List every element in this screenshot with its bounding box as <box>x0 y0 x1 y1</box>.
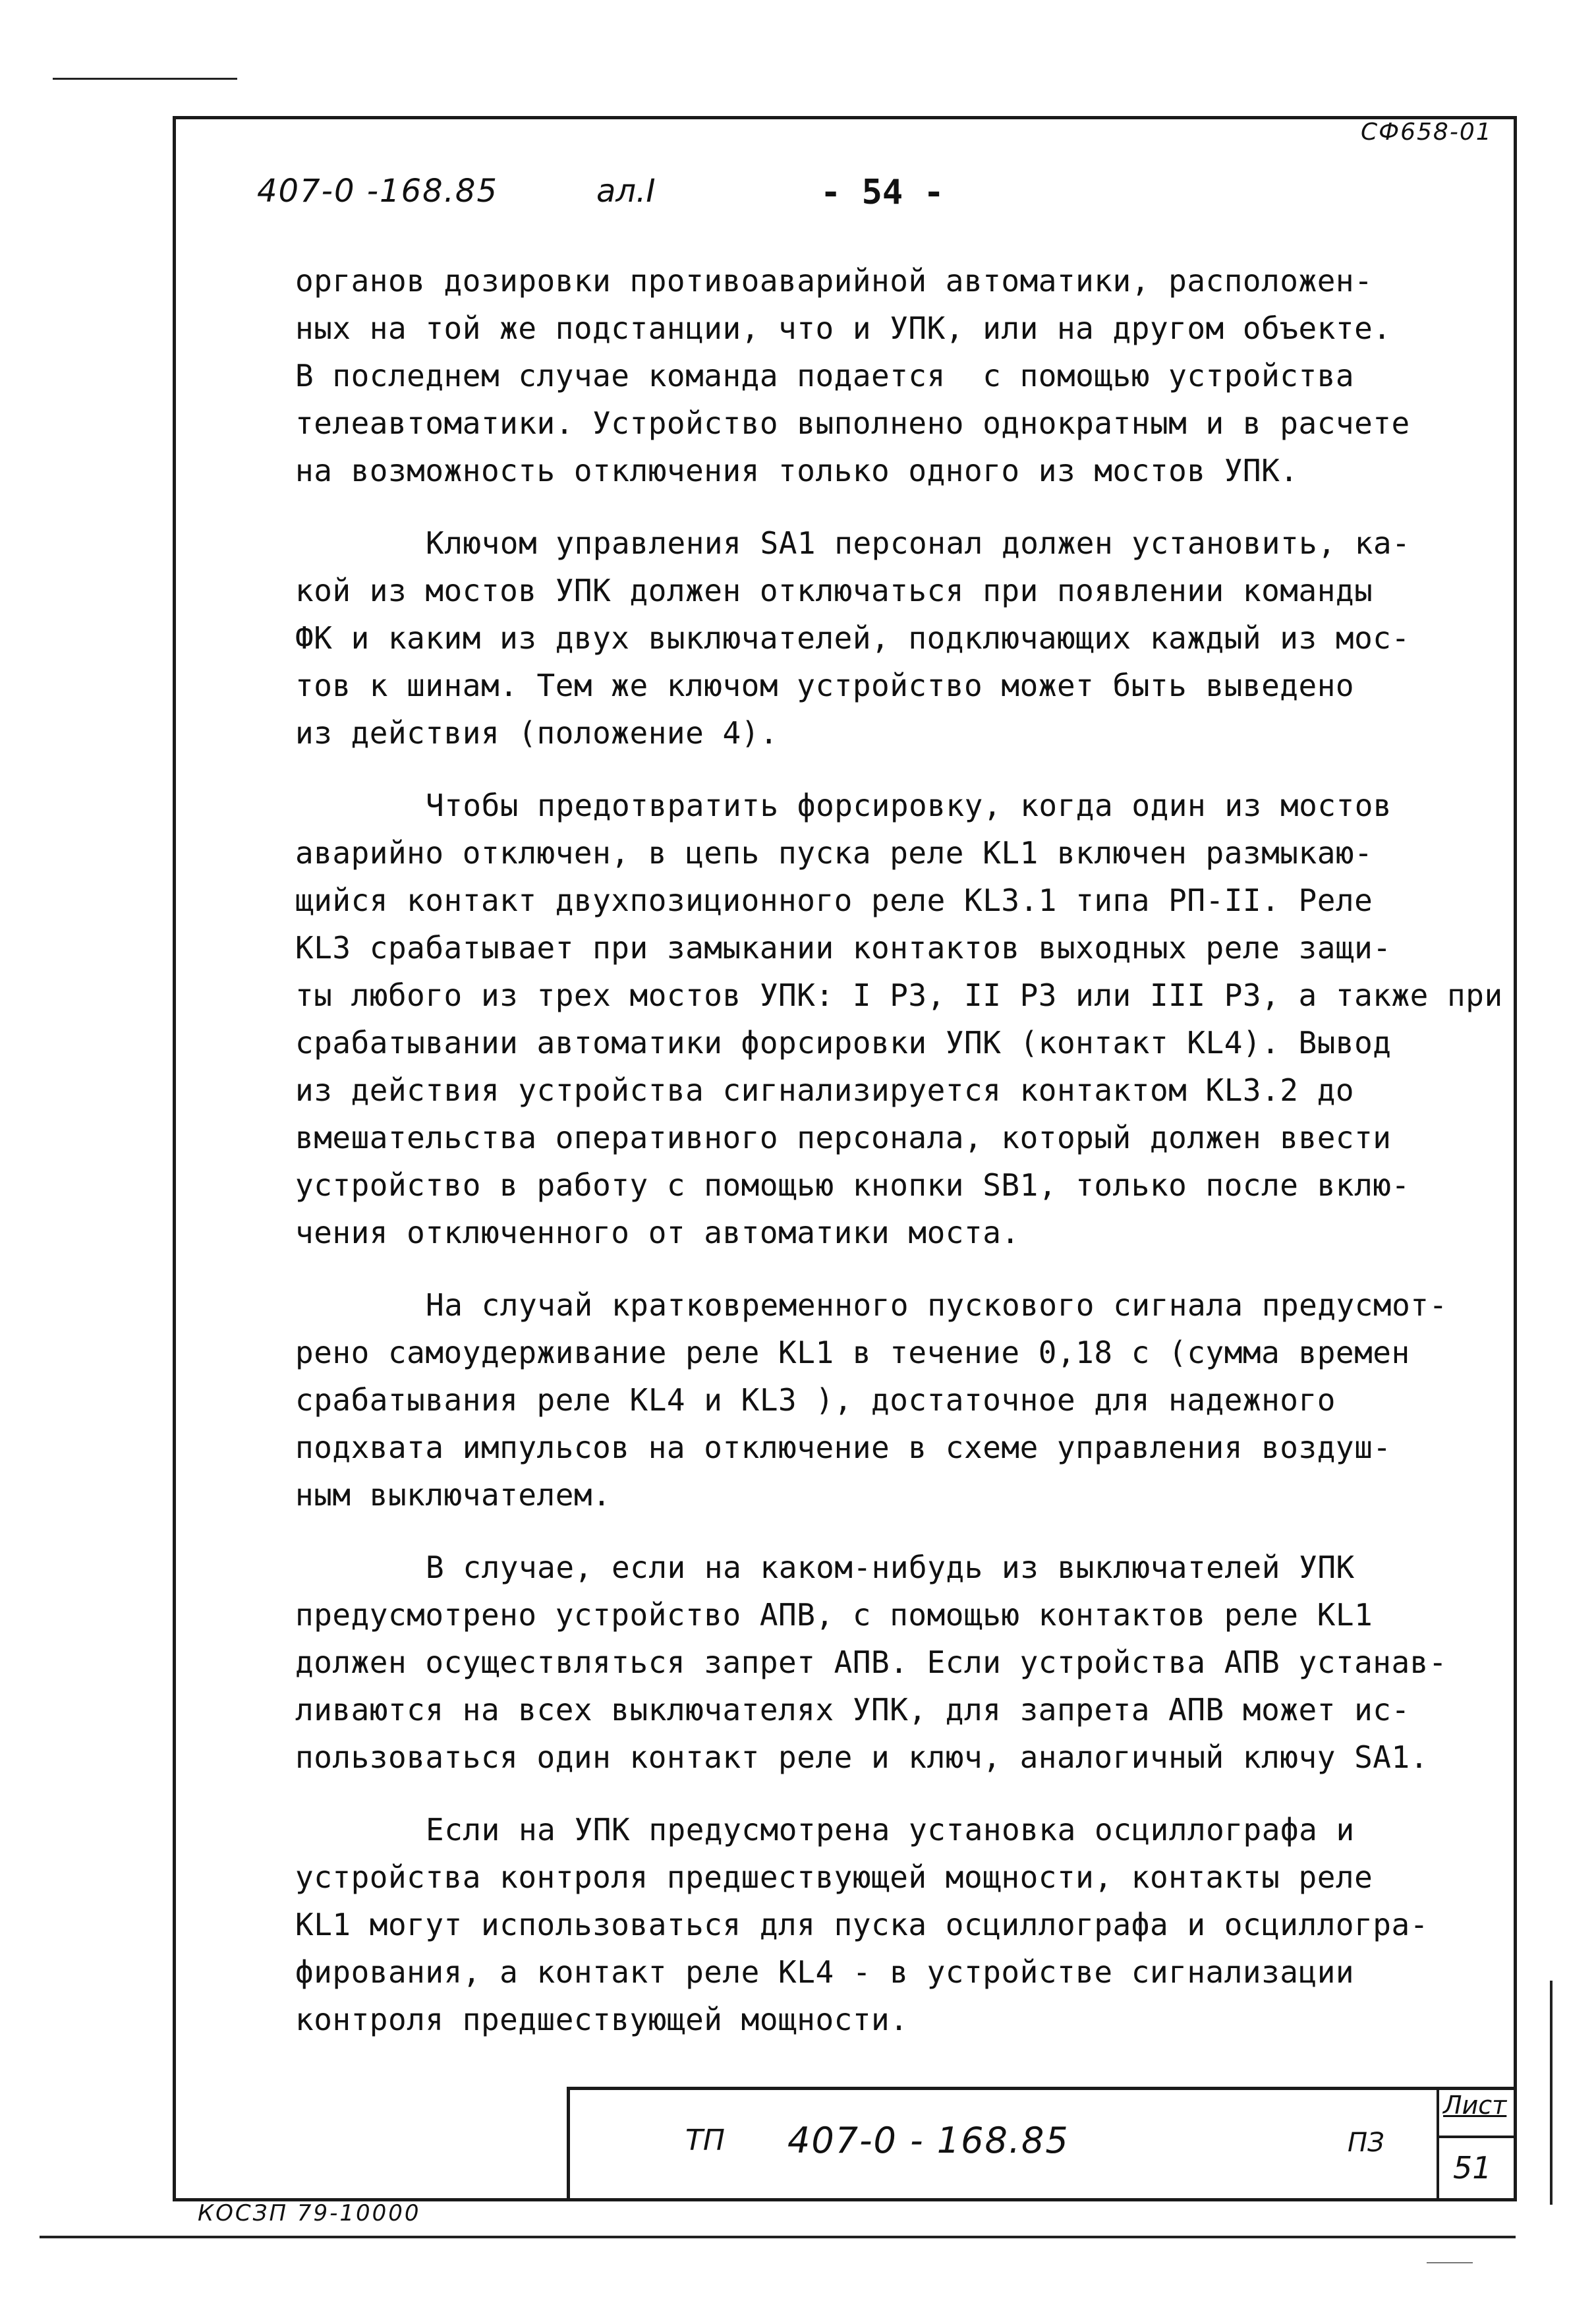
text-line: аварийно отключен, в цепь пуска реле KL1 включен размыкаю- <box>295 835 1373 871</box>
title-block-sheet-divider <box>1437 2136 1517 2138</box>
body-text <box>295 257 1503 2043</box>
page-number: - 54 - <box>820 173 944 212</box>
text-line: предусмотрено устройство АПВ, с помощью контактов реле KL1 <box>295 1597 1373 1633</box>
paragraph <box>295 1806 1481 2043</box>
text-line: щийся контакт двухпозиционного реле KL3.1 типа РП-II. Реле <box>295 883 1373 918</box>
scan-mark <box>1427 2262 1473 2263</box>
text-line: KL3 срабатывает при замыкании контактов выходных реле защи- <box>295 930 1392 966</box>
text-line: Чтобы предотвратить форсировку, когда один из мостов <box>426 788 1392 823</box>
paragraph-gap <box>295 757 1481 782</box>
text-line: пользоваться один контакт реле и ключ, аналогичный ключу SA1. <box>295 1739 1429 1775</box>
paragraph-gap <box>295 1256 1481 1281</box>
paragraph <box>295 1544 1481 1781</box>
paragraph <box>295 782 1503 1256</box>
right-edge-rule <box>1550 1981 1553 2205</box>
text-line: Если на УПК предусмотрена установка осциллографа и <box>426 1812 1355 1847</box>
paragraph-gap <box>295 1519 1481 1544</box>
paragraph <box>295 257 1481 494</box>
text-line: На случай кратковременного пускового сигнала предусмот- <box>426 1287 1448 1323</box>
text-line: В случае, если на каком-нибудь из выключателей УПК <box>426 1550 1355 1585</box>
text-line: должен осуществляться запрет АПВ. Если устройства АПВ устанав- <box>295 1644 1448 1680</box>
text-line: фирования, а контакт реле KL4 - в устройстве сигнализации <box>295 1954 1355 1990</box>
text-line: тов к шинам. Тем же ключом устройство может быть выведено <box>295 668 1355 703</box>
paragraph <box>295 519 1481 757</box>
paragraph-gap <box>295 494 1481 519</box>
text-line: срабатывания реле KL4 и KL3 ), достаточное для надежного <box>295 1382 1336 1418</box>
text-line: подхвата импульсов на отключение в схеме управления воздуш- <box>295 1430 1392 1465</box>
text-line: ным выключателем. <box>295 1477 612 1513</box>
title-block-prefix: ТП <box>685 2124 725 2157</box>
text-line: контроля предшествующей мощности. <box>295 2002 909 2037</box>
form-stamp: КОСЗП 79-10000 <box>198 2200 421 2226</box>
text-line: ных на той же подстанции, что и УПК, или на другом объекте. <box>295 310 1392 346</box>
text-line: чения отключенного от автоматики моста. <box>295 1215 1020 1250</box>
text-line: срабатывании автоматики форсировки УПК (контакт KL4). Вывод <box>295 1025 1392 1061</box>
text-line: на возможность отключения только одного из мостов УПК. <box>295 453 1299 488</box>
text-line: Ключом управления SA1 персонал должен установить, ка- <box>426 525 1411 561</box>
text-line: устройство в работу с помощью кнопки SB1, только после вклю- <box>295 1167 1410 1203</box>
bottom-edge-rule <box>40 2236 1516 2238</box>
paragraph-gap <box>295 1781 1481 1806</box>
text-line: В последнем случае команда подается с помощью устройства <box>295 358 1355 393</box>
title-block-code: 407-0 - 168.85 <box>787 2120 1069 2161</box>
title-block-sheet-label: Лист <box>1443 2091 1507 2120</box>
text-line: ты любого из трех мостов УПК: I РЗ, II РЗ или III РЗ, а также при <box>295 977 1503 1013</box>
text-line: из действия устройства сигнализируется контактом KL3.2 до <box>295 1072 1355 1108</box>
text-line: вмешательства оперативного персонала, который должен ввести <box>295 1120 1392 1155</box>
document-code: 407-0 -168.85 <box>257 173 499 210</box>
paragraph <box>295 1281 1481 1519</box>
document-part: ал.I <box>596 173 656 210</box>
title-block-sheet-number: 51 <box>1453 2150 1492 2186</box>
text-line: рено самоудерживание реле KL1 в течение 0,18 с (сумма времен <box>295 1335 1410 1370</box>
text-line: ливаются на всех выключателях УПК, для запрета АПВ может ис- <box>295 1692 1410 1728</box>
text-line: органов дозировки противоаварийной автоматики, расположен- <box>295 263 1373 299</box>
text-line: из действия (положение 4). <box>295 715 779 751</box>
text-line: кой из мостов УПК должен отключаться при появлении команды <box>295 573 1373 608</box>
text-line: ФК и каким из двух выключателей, подключающих каждый из мос- <box>295 620 1410 656</box>
text-line: телеавтоматики. Устройство выполнено однократным и в расчете <box>295 405 1410 441</box>
top-margin-rule <box>53 78 237 80</box>
corner-code: СФ658-01 <box>1361 119 1493 146</box>
title-block-stage: ПЗ <box>1348 2128 1384 2158</box>
text-line: устройства контроля предшествующей мощности, контакты реле <box>295 1859 1373 1895</box>
text-line: KL1 могут использоваться для пуска осциллографа и осциллогра- <box>295 1907 1429 1942</box>
